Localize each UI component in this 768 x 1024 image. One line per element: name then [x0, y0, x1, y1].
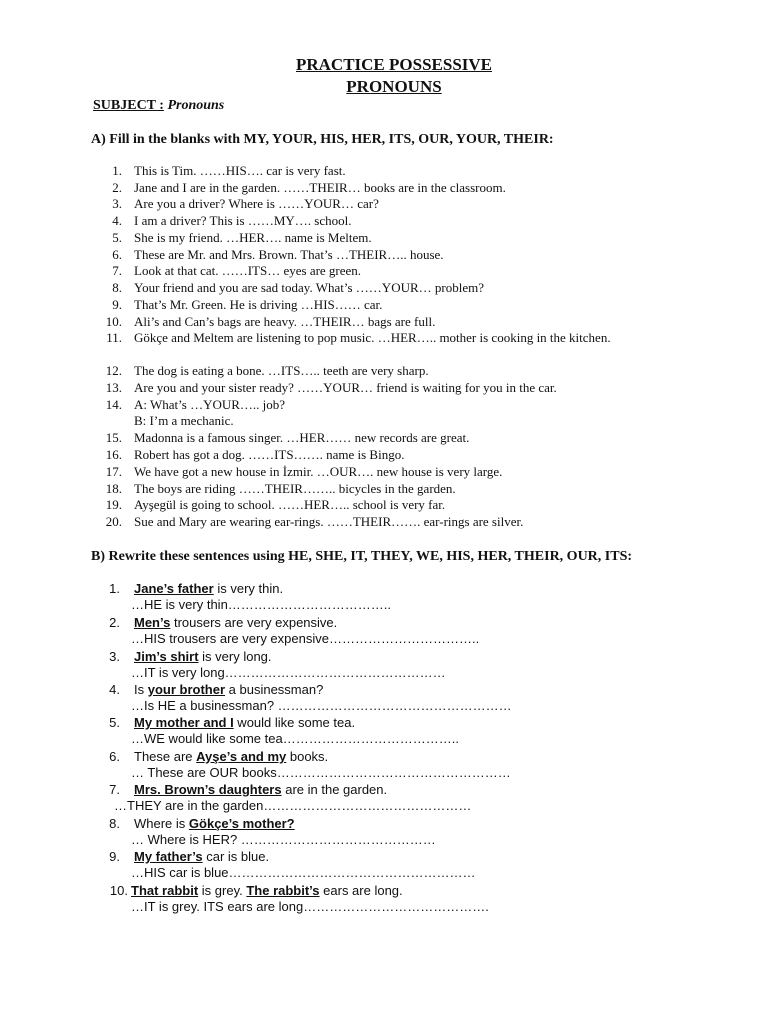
underlined-phrase: Jim’s shirt	[134, 649, 199, 664]
item-number: 5.	[112, 230, 122, 245]
item-text: We have got a new house in İzmir. …OUR…. new house is very large.	[134, 464, 503, 479]
item-number: 2.	[109, 615, 120, 630]
item-number: 1.	[112, 163, 122, 178]
item-number: 3.	[112, 196, 122, 211]
item-text: Jane and I are in the garden. ……THEIR… books are in the classroom.	[134, 180, 506, 195]
question-text	[134, 615, 337, 631]
item-number: 14.	[105, 397, 122, 412]
item-number: 6.	[109, 749, 120, 764]
item-text: Your friend and you are sad today. What’s ……YOUR… problem?	[134, 280, 484, 295]
item-number: 15.	[105, 430, 122, 445]
question-prefix: Is	[134, 682, 148, 697]
item-text: She is my friend. …HER…. name is Meltem.	[134, 230, 372, 245]
item-text: This is Tim. ……HIS…. car is very fast.	[134, 163, 346, 178]
item-text: These are Mr. and Mrs. Brown. That’s …THEIR….. house.	[134, 247, 444, 262]
answer-row: … Where is HER? ………………………………………	[131, 832, 436, 847]
underlined-phrase: Ayşe’s and my	[196, 749, 287, 764]
item-text: The boys are riding ……THEIR…….. bicycles in the garden.	[134, 481, 456, 496]
item-text: Gökçe and Meltem are listening to pop music. …HER….. mother is cooking in the kitchen.	[134, 330, 611, 345]
item-text: A: What’s …YOUR….. job?	[134, 397, 286, 412]
item-number: 17.	[105, 464, 122, 479]
item-text: Look at that cat. ……ITS… eyes are green.	[134, 263, 362, 278]
item-text: Sue and Mary are wearing ear-rings. ……THEIR……. ear-rings are silver.	[134, 514, 524, 529]
question-text	[131, 883, 403, 899]
item-number: 20.	[105, 514, 122, 529]
item-number: 11.	[106, 330, 122, 345]
item-text: Ali’s and Can’s bags are heavy. …THEIR… bags are full.	[134, 314, 436, 329]
question-suffix: car is blue.	[202, 849, 270, 864]
item-number: 12.	[105, 363, 122, 378]
question-suffix: is grey.	[198, 883, 247, 898]
underlined-phrase: That rabbit	[131, 883, 199, 898]
item-text: Robert has got a dog. ……ITS……. name is Bingo.	[134, 447, 405, 462]
underlined-phrase: My mother and I	[134, 715, 234, 730]
underlined-phrase: Men’s	[134, 615, 171, 630]
question-text	[134, 782, 387, 798]
title-line-2: PRONOUNS	[346, 77, 442, 96]
answer-row: …WE would like some tea…………………………………..	[131, 731, 459, 746]
subject-value: Pronouns	[167, 98, 225, 113]
item-number: 9.	[112, 297, 122, 312]
item-number: 4.	[109, 682, 120, 697]
item-number: 3.	[109, 649, 120, 664]
answer-row: …HIS car is blue…………………………………………………	[131, 865, 476, 880]
item-number: 8.	[109, 816, 120, 831]
item-number: 7.	[109, 782, 120, 797]
question-text	[134, 581, 283, 597]
answer-row: …HIS trousers are very expensive……………………………..	[131, 631, 480, 646]
question-text	[134, 816, 295, 832]
underlined-phrase: Gökçe’s mother?	[188, 816, 295, 831]
subject-label: SUBJECT :	[93, 98, 164, 113]
item-number: 5.	[109, 715, 120, 730]
question-text	[134, 749, 328, 765]
answer-row: … These are OUR books………………………………………………	[131, 765, 511, 780]
item-text: Ayşegül is going to school. ……HER….. school is very far.	[134, 497, 446, 512]
item-text: That’s Mr. Green. He is driving …HIS…… car.	[134, 297, 383, 312]
item-number: 7.	[112, 263, 122, 278]
question-suffix: a businessman?	[225, 682, 324, 697]
question-suffix: is very thin.	[213, 581, 284, 596]
section-a-heading: A) Fill in the blanks with MY, YOUR, HIS, HER, ITS, OUR, YOUR, THEIR:	[91, 132, 554, 147]
answer-row: …THEY are in the garden…………………………………………	[114, 798, 472, 813]
question-text	[134, 715, 355, 731]
item-number: 6.	[112, 247, 122, 262]
section-b-heading: B) Rewrite these sentences using HE, SHE, IT, THEY, WE, HIS, HER, THEIR, OUR, ITS:	[91, 549, 633, 564]
question-suffix: would like some tea.	[233, 715, 356, 730]
item-text: Are you and your sister ready? ……YOUR… friend is waiting for you in the car.	[134, 380, 557, 395]
question-suffix: are in the garden.	[281, 782, 388, 797]
item-number: 8.	[112, 280, 122, 295]
title-line-1: PRACTICE POSSESSIVE	[295, 55, 493, 74]
item-number: 18.	[105, 481, 122, 496]
question-prefix: These are	[134, 749, 197, 764]
answer-row: …IT is grey. ITS ears are long…………………………………….	[131, 899, 489, 914]
item-text: Are you a driver? Where is ……YOUR… car?	[134, 196, 379, 211]
question-suffix: books.	[286, 749, 329, 764]
question-suffix: trousers are very expensive.	[170, 615, 338, 630]
underlined-phrase: Jane’s father	[134, 581, 214, 596]
item-number: 13.	[105, 380, 122, 395]
question-text	[134, 649, 272, 665]
item-text: The dog is eating a bone. …ITS….. teeth are very sharp.	[134, 363, 429, 378]
underlined-phrase: My father’s	[134, 849, 203, 864]
item-number: 19.	[105, 497, 122, 512]
subject-line	[93, 98, 224, 114]
item-text: B: I’m a mechanic.	[134, 413, 234, 428]
item-text: Madonna is a famous singer. …HER…… new records are great.	[134, 430, 470, 445]
answer-row: …HE is very thin………………………………..	[131, 597, 392, 612]
underlined-phrase: your brother	[147, 682, 226, 697]
item-number: 4.	[112, 213, 122, 228]
question-text	[134, 849, 269, 865]
item-number: 1.	[109, 581, 120, 596]
item-text: I am a driver? This is ……MY…. school.	[134, 213, 352, 228]
question-prefix: Where is	[134, 816, 189, 831]
question-suffix: is very long.	[198, 649, 272, 664]
question-text	[134, 682, 323, 698]
question-suffix-2: ears are long.	[319, 883, 403, 898]
answer-row: …Is HE a businessman? ………………………………………………	[131, 698, 512, 713]
item-number: 10.	[109, 883, 128, 898]
item-number: 2.	[112, 180, 122, 195]
item-number: 10.	[105, 314, 122, 329]
item-number: 16.	[105, 447, 122, 462]
item-number: 9.	[109, 849, 120, 864]
underlined-phrase-2: The rabbit’s	[246, 883, 320, 898]
answer-row: …IT is very long……………………………………………	[131, 665, 446, 680]
underlined-phrase: Mrs. Brown’s daughters	[134, 782, 282, 797]
